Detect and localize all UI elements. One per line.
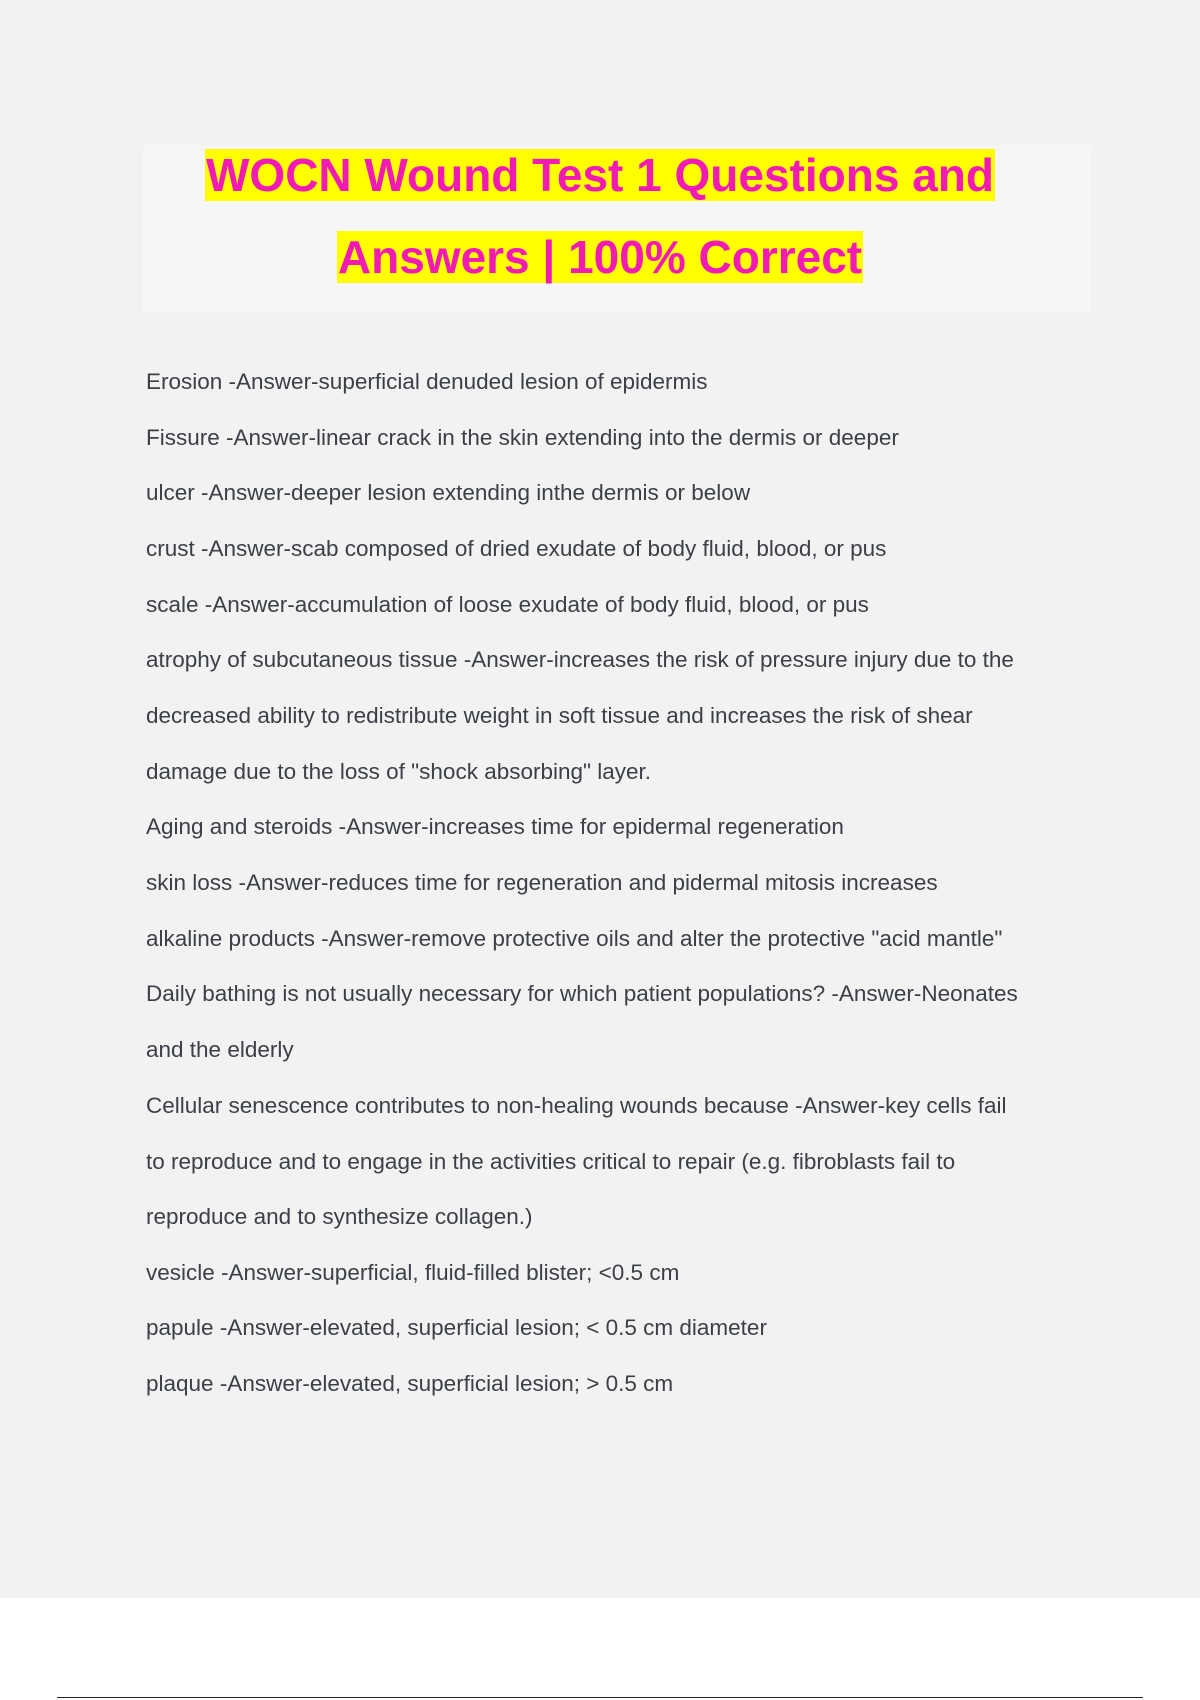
qa-line: to reproduce and to engage in the activities critical to repair (e.g. fibroblasts fail to	[146, 1149, 956, 1174]
qa-line: Daily bathing is not usually necessary for which patient populations? -Answer-Neonates	[146, 981, 1018, 1006]
qa-line: crust -Answer-scab composed of dried exudate of body fluid, blood, or pus	[146, 536, 887, 561]
footer-divider	[57, 1697, 1143, 1698]
qa-line: Erosion -Answer-superficial denuded lesion of epidermis	[146, 369, 708, 394]
qa-line: Fissure -Answer-linear crack in the skin extending into the dermis or deeper	[146, 425, 899, 450]
qa-line: alkaline products -Answer-remove protective oils and alter the protective "acid mantle"	[146, 926, 1003, 951]
document-title-line-2: Answers | 100% Correct	[337, 231, 863, 283]
qa-line: skin loss -Answer-reduces time for regeneration and pidermal mitosis increases	[146, 870, 938, 895]
qa-line: plaque -Answer-elevated, superficial lesion; > 0.5 cm	[146, 1371, 674, 1396]
qa-line: atrophy of subcutaneous tissue -Answer-increases the risk of pressure injury due to the	[146, 647, 1014, 672]
document-title-line-1: WOCN Wound Test 1 Questions and	[206, 149, 994, 201]
qa-line: ulcer -Answer-deeper lesion extending inthe dermis or below	[146, 480, 751, 505]
qa-line: reproduce and to synthesize collagen.)	[146, 1204, 533, 1229]
qa-line: scale -Answer-accumulation of loose exudate of body fluid, blood, or pus	[146, 592, 869, 617]
qa-line: Aging and steroids -Answer-increases time for epidermal regeneration	[146, 814, 844, 839]
qa-line: and the elderly	[146, 1037, 294, 1062]
qa-line: Cellular senescence contributes to non-healing wounds because -Answer-key cells fail	[146, 1093, 1007, 1118]
qa-line: decreased ability to redistribute weight in soft tissue and increases the risk of shear	[146, 703, 973, 728]
qa-line: vesicle -Answer-superficial, fluid-filled blister; <0.5 cm	[146, 1260, 680, 1285]
qa-line: papule -Answer-elevated, superficial lesion; < 0.5 cm diameter	[146, 1315, 767, 1340]
qa-line: damage due to the loss of "shock absorbing" layer.	[146, 759, 652, 784]
